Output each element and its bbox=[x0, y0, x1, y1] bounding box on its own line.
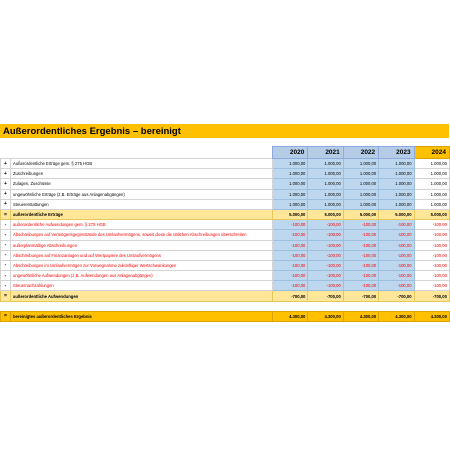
spacer-row bbox=[1, 301, 450, 311]
value-cell[interactable]: 1.000,00 bbox=[414, 179, 449, 189]
value-cell[interactable]: -100,00 bbox=[414, 220, 449, 230]
value-cell[interactable]: 4.300,00 bbox=[379, 311, 414, 321]
value-cell[interactable]: 1.000,00 bbox=[308, 199, 343, 209]
row-label[interactable]: außerordentliche Aufwendungen gem. § 275 HGB bbox=[11, 220, 273, 230]
value-cell[interactable]: 1.000,00 bbox=[379, 189, 414, 199]
value-cell[interactable]: -100,00 bbox=[414, 230, 449, 240]
row-marker: = bbox=[1, 311, 11, 321]
row-label[interactable]: ungewöhnliche Aufwendungen (z.B. Aufwendungen aus Anlagenabgängen) bbox=[11, 271, 273, 281]
sheet-title: Außerordentliches Ergebnis – bereinigt bbox=[0, 124, 449, 138]
row-marker: + bbox=[1, 189, 11, 199]
row-label[interactable]: Zuschreibungen bbox=[11, 169, 273, 179]
expense-row bbox=[1, 240, 450, 250]
value-cell[interactable]: -100,00 bbox=[343, 281, 378, 291]
row-label[interactable]: Steuererstattungen bbox=[11, 199, 273, 209]
value-cell[interactable]: -100,00 bbox=[343, 260, 378, 270]
value-cell[interactable]: 1.000,00 bbox=[414, 189, 449, 199]
value-cell[interactable]: -100,00 bbox=[379, 281, 414, 291]
value-cell[interactable]: 1.000,00 bbox=[343, 179, 378, 189]
row-marker: - bbox=[1, 240, 11, 250]
value-cell[interactable]: 1.000,00 bbox=[273, 189, 308, 199]
row-label[interactable]: Zulagen, Zuschüsse bbox=[11, 179, 273, 189]
value-cell[interactable]: 1.000,00 bbox=[414, 199, 449, 209]
value-cell[interactable]: 4.300,00 bbox=[343, 311, 378, 321]
value-cell[interactable]: -100,00 bbox=[379, 260, 414, 270]
expense-row bbox=[1, 281, 450, 291]
value-cell[interactable]: 1.000,00 bbox=[379, 179, 414, 189]
value-cell[interactable]: 4.300,00 bbox=[414, 311, 449, 321]
value-cell[interactable]: -700,00 bbox=[379, 291, 414, 301]
value-cell[interactable]: -100,00 bbox=[273, 271, 308, 281]
value-cell[interactable]: -100,00 bbox=[379, 240, 414, 250]
expense-row bbox=[1, 230, 450, 240]
value-cell[interactable]: 1.000,00 bbox=[308, 169, 343, 179]
value-cell[interactable]: 1.000,00 bbox=[379, 199, 414, 209]
value-cell[interactable]: -700,00 bbox=[308, 291, 343, 301]
value-cell[interactable]: -100,00 bbox=[273, 250, 308, 260]
year-header: 2023 bbox=[379, 147, 414, 159]
value-cell[interactable]: -100,00 bbox=[414, 240, 449, 250]
value-cell[interactable]: 5.000,00 bbox=[379, 209, 414, 219]
value-cell[interactable]: -100,00 bbox=[273, 281, 308, 291]
row-marker: + bbox=[1, 169, 11, 179]
value-cell[interactable]: -100,00 bbox=[343, 220, 378, 230]
value-cell[interactable]: -100,00 bbox=[308, 281, 343, 291]
row-marker: + bbox=[1, 179, 11, 189]
value-cell[interactable]: 4.300,00 bbox=[308, 311, 343, 321]
value-cell[interactable]: 1.000,00 bbox=[308, 189, 343, 199]
value-cell[interactable]: -100,00 bbox=[379, 220, 414, 230]
value-cell[interactable]: 1.000,00 bbox=[414, 159, 449, 169]
row-marker: + bbox=[1, 159, 11, 169]
income-row bbox=[1, 189, 450, 199]
value-cell[interactable]: 1.000,00 bbox=[379, 159, 414, 169]
value-cell[interactable]: -100,00 bbox=[414, 260, 449, 270]
income-row bbox=[1, 179, 450, 189]
value-cell[interactable]: -100,00 bbox=[379, 250, 414, 260]
row-label[interactable]: bereinigtes außerordentliches Ergebnis bbox=[11, 311, 273, 321]
header-blank bbox=[11, 147, 273, 159]
value-cell[interactable]: 5.000,00 bbox=[414, 209, 449, 219]
value-cell[interactable]: 1.000,00 bbox=[273, 179, 308, 189]
expense-sum-row bbox=[1, 291, 450, 301]
value-cell[interactable]: -100,00 bbox=[308, 260, 343, 270]
value-cell[interactable]: 1.000,00 bbox=[343, 189, 378, 199]
value-cell[interactable]: -100,00 bbox=[343, 230, 378, 240]
value-cell[interactable]: -100,00 bbox=[343, 240, 378, 250]
year-header: 2024 bbox=[414, 147, 449, 159]
value-cell[interactable]: -100,00 bbox=[308, 220, 343, 230]
value-cell[interactable]: -100,00 bbox=[273, 230, 308, 240]
row-label[interactable]: Steuernachzahlungen bbox=[11, 281, 273, 291]
value-cell[interactable]: -100,00 bbox=[414, 250, 449, 260]
row-label[interactable]: Außerordentliche Erträge gem. § 275 HGB bbox=[11, 159, 273, 169]
expense-row bbox=[1, 250, 450, 260]
value-cell[interactable]: 1.000,00 bbox=[343, 159, 378, 169]
row-label[interactable]: Abschreibungen auf Finanzanlagen und auf Wertpapiere des Umlaufvermögens bbox=[11, 250, 273, 260]
total-row bbox=[1, 311, 450, 321]
row-marker: = bbox=[1, 209, 11, 219]
value-cell[interactable]: 1.000,00 bbox=[414, 169, 449, 179]
income-sum-row bbox=[1, 209, 450, 219]
value-cell[interactable]: -700,00 bbox=[414, 291, 449, 301]
value-cell[interactable]: 4.300,00 bbox=[273, 311, 308, 321]
value-cell[interactable]: -100,00 bbox=[273, 240, 308, 250]
value-cell[interactable]: -100,00 bbox=[343, 271, 378, 281]
result-table bbox=[0, 146, 450, 322]
row-marker: + bbox=[1, 199, 11, 209]
income-row bbox=[1, 159, 450, 169]
row-marker: - bbox=[1, 230, 11, 240]
value-cell[interactable]: 5.000,00 bbox=[343, 209, 378, 219]
row-label[interactable]: außerplanmäßige Abschreibungen bbox=[11, 240, 273, 250]
value-cell[interactable]: -100,00 bbox=[273, 260, 308, 270]
value-cell[interactable]: -100,00 bbox=[343, 250, 378, 260]
value-cell[interactable]: 1.000,00 bbox=[273, 159, 308, 169]
row-label[interactable]: Abschreibungen im Umlaufvermögen zur Vorwegnahme zukünftiger Wertschwankungen bbox=[11, 260, 273, 270]
value-cell[interactable]: 5.000,00 bbox=[273, 209, 308, 219]
value-cell[interactable]: -100,00 bbox=[308, 271, 343, 281]
value-cell[interactable]: -700,00 bbox=[273, 291, 308, 301]
value-cell[interactable]: 1.000,00 bbox=[379, 169, 414, 179]
row-label[interactable]: außerordentliche Aufwendungen bbox=[11, 291, 273, 301]
value-cell[interactable]: 1.000,00 bbox=[343, 169, 378, 179]
value-cell[interactable]: 5.000,00 bbox=[308, 209, 343, 219]
value-cell[interactable]: -100,00 bbox=[379, 271, 414, 281]
value-cell[interactable]: 1.000,00 bbox=[343, 199, 378, 209]
value-cell[interactable]: -100,00 bbox=[379, 230, 414, 240]
value-cell[interactable]: 1.000,00 bbox=[273, 199, 308, 209]
year-header: 2021 bbox=[308, 147, 343, 159]
row-marker: - bbox=[1, 220, 11, 230]
value-cell[interactable]: -100,00 bbox=[308, 240, 343, 250]
value-cell[interactable]: -100,00 bbox=[414, 271, 449, 281]
row-label[interactable]: ungewöhnliche Erträge (z.B. Erträge aus Anlagenabgängen) bbox=[11, 189, 273, 199]
row-marker: - bbox=[1, 250, 11, 260]
value-cell[interactable]: 1.000,00 bbox=[308, 179, 343, 189]
value-cell[interactable]: -100,00 bbox=[414, 281, 449, 291]
year-header: 2022 bbox=[343, 147, 378, 159]
spreadsheet bbox=[0, 124, 449, 322]
income-row bbox=[1, 169, 450, 179]
value-cell[interactable]: -100,00 bbox=[308, 250, 343, 260]
value-cell[interactable]: 1.000,00 bbox=[273, 169, 308, 179]
year-header-row bbox=[1, 147, 450, 159]
expense-row bbox=[1, 260, 450, 270]
header-blank bbox=[1, 147, 11, 159]
row-label[interactable]: außerordentliche Erträge bbox=[11, 209, 273, 219]
value-cell[interactable]: -100,00 bbox=[273, 220, 308, 230]
value-cell[interactable]: -700,00 bbox=[343, 291, 378, 301]
row-marker: = bbox=[1, 291, 11, 301]
expense-row bbox=[1, 220, 450, 230]
year-header: 2020 bbox=[273, 147, 308, 159]
expense-row bbox=[1, 271, 450, 281]
row-marker: - bbox=[1, 281, 11, 291]
value-cell[interactable]: -100,00 bbox=[308, 230, 343, 240]
row-label[interactable]: Abschreibungen auf Vermögensgegenstände des Umlaufvermögens, soweit diese die üblichen Abschreibungen überschreiten bbox=[11, 230, 273, 240]
row-marker: - bbox=[1, 260, 11, 270]
income-row bbox=[1, 199, 450, 209]
row-marker: - bbox=[1, 271, 11, 281]
value-cell[interactable]: 1.000,00 bbox=[308, 159, 343, 169]
